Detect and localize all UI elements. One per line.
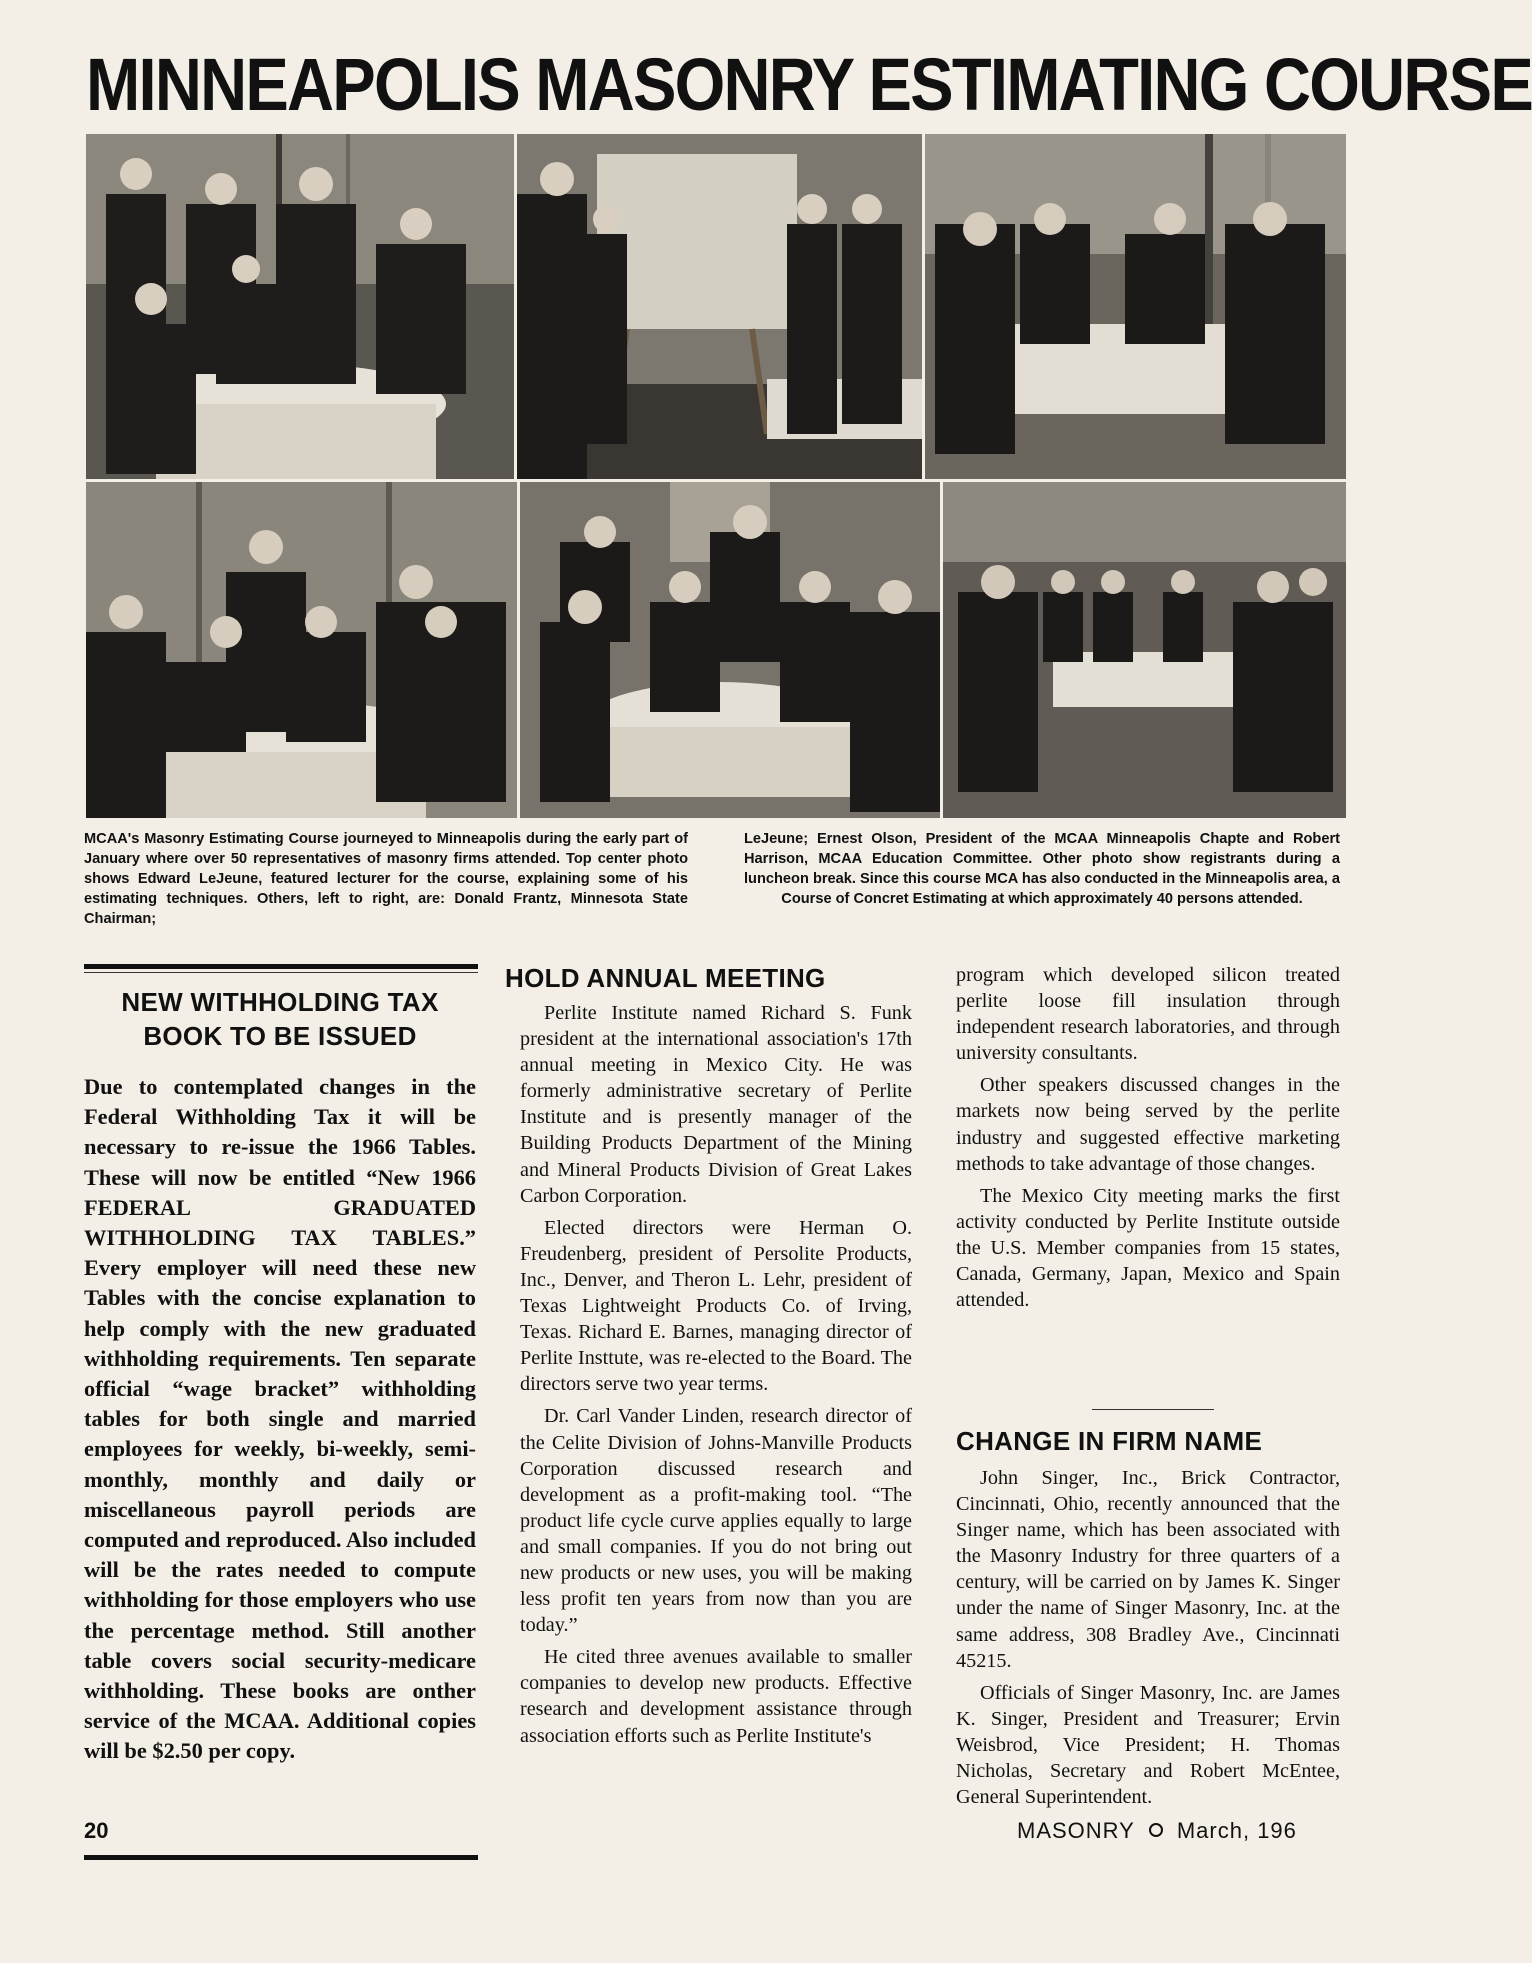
bullet-icon <box>1149 1823 1163 1837</box>
perlite-article-title: HOLD ANNUAL MEETING <box>505 963 826 993</box>
perlite-article-continued <box>956 962 1340 1319</box>
tax-article-title: NEW WITHHOLDING TAX BOOK TO BE ISSUED <box>121 987 439 1051</box>
photo-caption-left: MCAA's Masonry Estimating Course journeyed to Minneapolis during the early part of January where over 50 representatives of masonry firms attended. Top center photo shows Edward LeJeune, featured lecturer for the course, explaining some of his estimating techniques. Others, left to right, are: Donald Frantz, Minnesota State Chairman; <box>84 831 688 927</box>
footer-magazine: MASONRY <box>1017 1818 1135 1843</box>
photo-top-left <box>86 134 514 479</box>
perlite-paragraph: Dr. Carl Vander Linden, research director of the Celite Division of Johns-Manville Products Corporation discussed research and development as a profit-making tool. “The product life cycle curve applies equally to large and small companies. If you do not bring out new products or new uses, you will be making less profit ten years from now than you are today.” <box>520 1405 912 1637</box>
tax-article-top-rule-thin <box>84 972 478 973</box>
photo-bottom-left <box>86 482 517 818</box>
perlite-continued-paragraph: The Mexico City meeting marks the first activity conducted by Perlite Institute outside the U.S. Member companies from 15 states, Canada, Germany, Japan, Mexico and Spain attended. <box>956 1184 1340 1312</box>
photo-bottom-center <box>520 482 940 818</box>
tax-article-body: Due to contemplated changes in the Federal Withholding Tax it will be necessary to re-issue the 1966 Tables. These will now be entitled “New 1966 FEDERAL GRADUATED WITHHOLDING TAX TABLES.” Every employer will need these new Tables with the concise explanation to help comply with the new graduated withholding requirements. Ten separate official “wage bracket” withholding tables for both single and married employees for weekly, bi-weekly, semi-monthly, monthly and daily or miscellaneous payroll periods are computed and reproduced. Also included will be the rates needed to compute withholding for those employers who use the percentage method. Still another table covers social security-medicare withholding. These books are onther service of the MCAA. Additional copies will be $2.50 per copy. <box>84 1074 476 1764</box>
photo-top-center <box>517 134 922 479</box>
tax-article-bottom-rule <box>84 1855 478 1860</box>
page-number: 20 <box>84 1818 109 1843</box>
perlite-continued-paragraph: program which developed silicon treated perlite loose fill insulation through independent research laboratories, and through university consultants. <box>956 964 1340 1065</box>
singer-article-body <box>956 1465 1340 1816</box>
footer-masthead <box>1017 1818 1337 1844</box>
page-headline: MINNEAPOLIS MASONRY ESTIMATING COURSE <box>86 43 1532 126</box>
section-divider <box>1092 1409 1214 1410</box>
singer-paragraph: John Singer, Inc., Brick Contractor, Cincinnati, Ohio, recently announced that the Singer name, which has been associated with the Masonry Industry for three quarters of a century, will be carried on by James K. Singer under the name of Singer Masonry, Inc. at the same address, 308 Bradley Ave., Cincinnati 45215. <box>956 1467 1340 1672</box>
photo-top-right <box>925 134 1346 479</box>
perlite-article-body <box>520 1000 912 1755</box>
tax-article-top-rule <box>84 964 478 969</box>
photo-bottom-right <box>943 482 1346 818</box>
perlite-paragraph: Elected directors were Herman O. Freudenberg, president of Persolite Products, Inc., Denver, and Theron L. Lehr, president of Texas Lightweight Products Co. of Irving, Texas. Richard E. Barnes, managing director of Perlite Insttute, was re-elected to the Board. The directors serve two year terms. <box>520 1216 912 1396</box>
photo-caption-right: LeJeune; Ernest Olson, President of the MCAA Minneapolis Chapte and Robert Harrison, MCAA Education Committee. Other photo show registrants during a luncheon break. Since this course MCA has also conducted in the Minneapolis area, a Course of Concret Estimating at which approximately 40 persons attended. <box>744 831 1340 907</box>
perlite-paragraph: He cited three avenues available to smaller companies to develop new products. Effective research and development assistance through association efforts such as Perlite Institute's <box>520 1646 912 1747</box>
perlite-paragraph: Perlite Institute named Richard S. Funk president at the international association's 17th annual meeting in Mexico City. He was formerly administrative secretary of Perlite Institute and is presently manager of the Building Products Department of the Mining and Mineral Products Division of Great Lakes Carbon Corporation. <box>520 1002 912 1207</box>
singer-article-title: CHANGE IN FIRM NAME <box>956 1426 1263 1456</box>
perlite-continued-paragraph: Other speakers discussed changes in the markets now being served by the perlite industry and suggested effective marketing methods to take advantage of those changes. <box>956 1074 1340 1175</box>
footer-date: March, 196 <box>1176 1818 1297 1843</box>
singer-paragraph: Officials of Singer Masonry, Inc. are James K. Singer, President and Treasurer; Ervin Weisbrod, Vice President; H. Thomas Nicholas, Secretary and Robert McEntee, General Superintendent. <box>956 1681 1340 1809</box>
